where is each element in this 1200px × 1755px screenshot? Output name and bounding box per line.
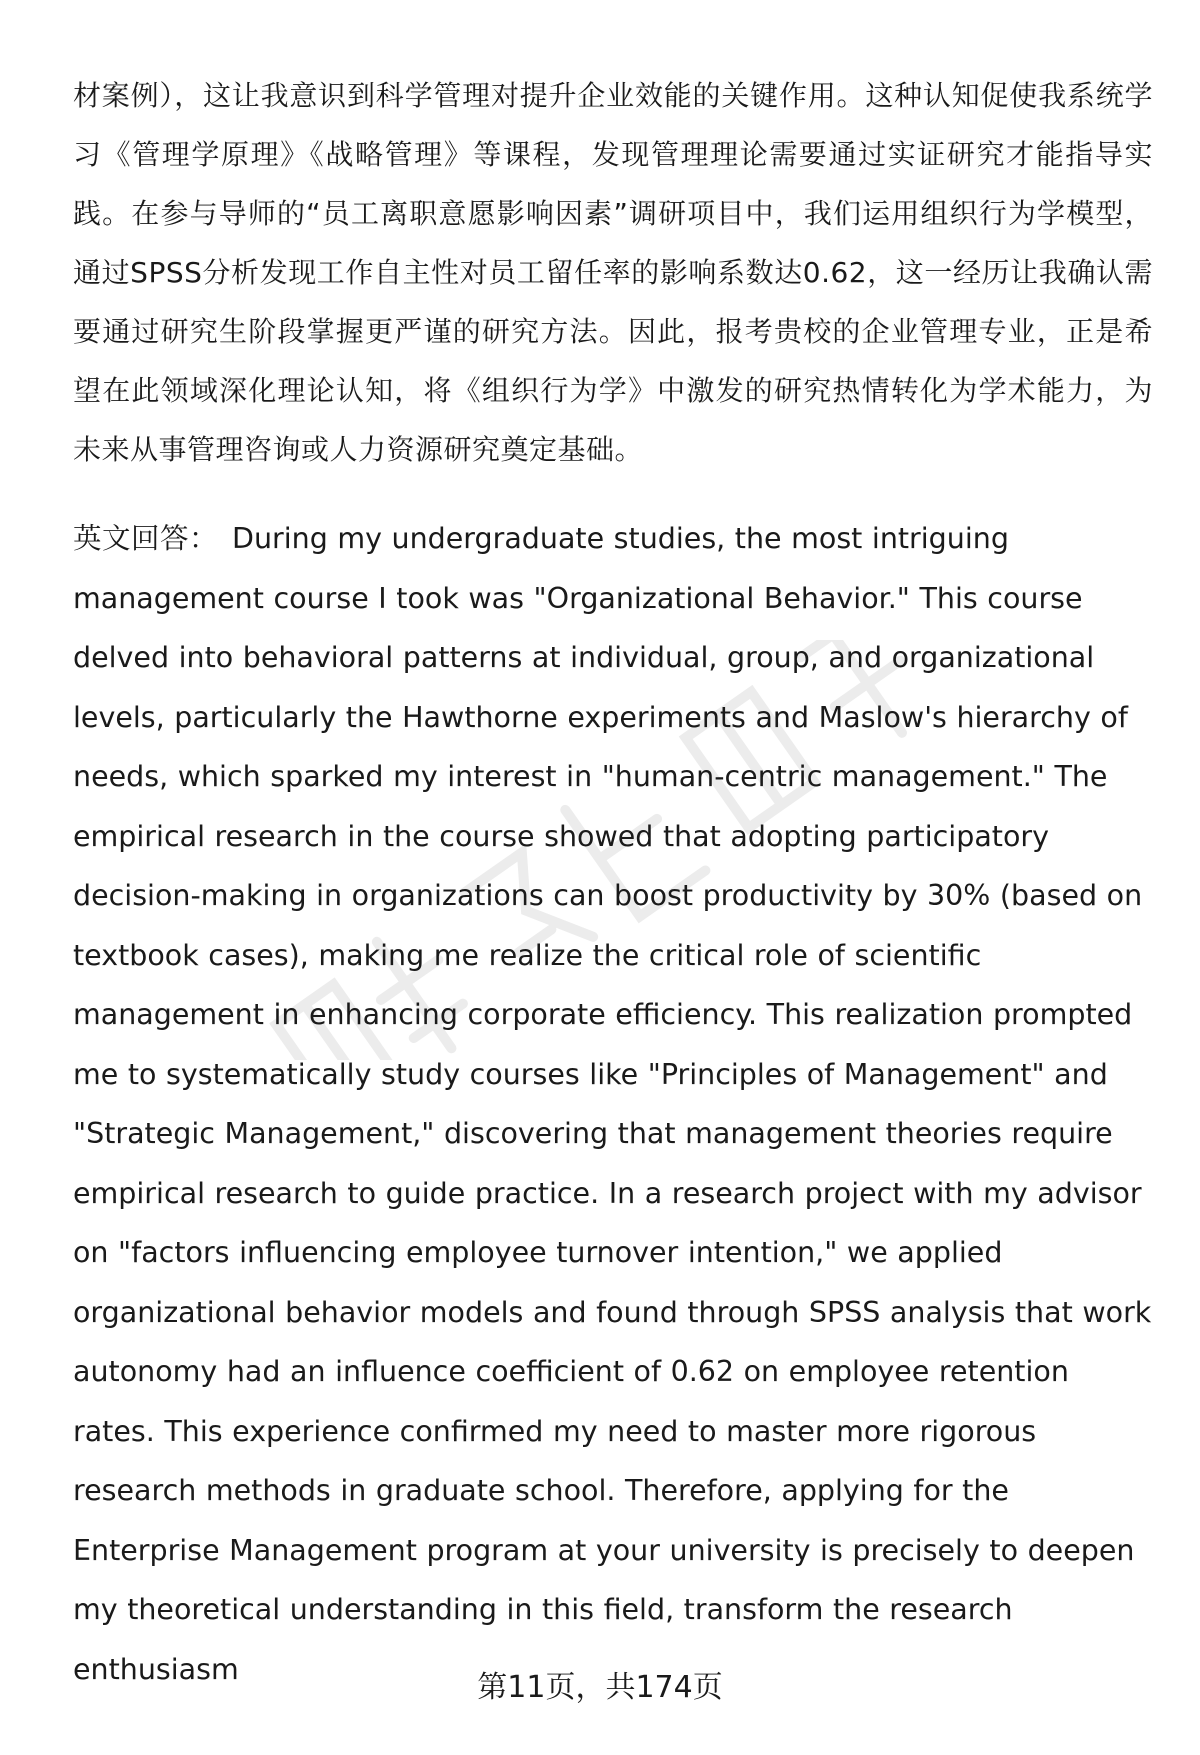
chinese-answer-paragraph: 材案例），这让我意识到科学管理对提升企业效能的关键作用。这种认知促使我系统学习《管理学原理》《战略管理》等课程，发现管理理论需要通过实证研究才能指导实践。在参与导师的“员工离职意愿影响因素”调研项目中，我们运用组织行为学模型，通过SPSS分析发现工作自主性对员工留任率的影响系数达0.62，这一经历让我确认需要通过研究生阶段掌握更严谨的研究方法。因此，报考贵校的企业管理专业，正是希望在此领域深化理论认知，将《组织行为学》中激发的研究热情转化为学术能力，为未来从事管理咨询或人力资源研究奠定基础。 xyxy=(73,79,1153,466)
page-number-footer: 第11页，共174页 xyxy=(477,1670,723,1705)
english-answer-label: 英文回答： xyxy=(73,522,219,555)
content-area xyxy=(73,66,1153,1699)
english-answer-paragraph xyxy=(73,509,1153,1699)
english-answer-text: During my undergraduate studies, the most intriguing management course I took was "Organizational Behavior." This course delved into behavioral patterns at individual, group, and organizational levels, particularly the Hawthorne experiments and Maslow's hierarchy of needs, which sparked my interest in "human-centric management." The empirical research in the course showed that adopting participatory decision-making in organizations can boost productivity by 30% (based on textbook cases), making me realize the critical role of scientific management in enhancing corporate efficiency. This realization prompted me to systematically study courses like "Principles of Management" and "Strategic Management," discovering that management theories require empirical research to guide practice. In a research project with my advisor on "factors influencing employee turnover intention," we applied organizational behavior models and found through SPSS analysis that work autonomy had an influence coefficient of 0.62 on employee retention rates. This experience confirmed my need to master more rigorous research methods in graduate school. Therefore, applying for the Enterprise Management program at your university is precisely to deepen my theoretical understanding in this field, transform the research enthusiasm xyxy=(73,522,1152,1686)
